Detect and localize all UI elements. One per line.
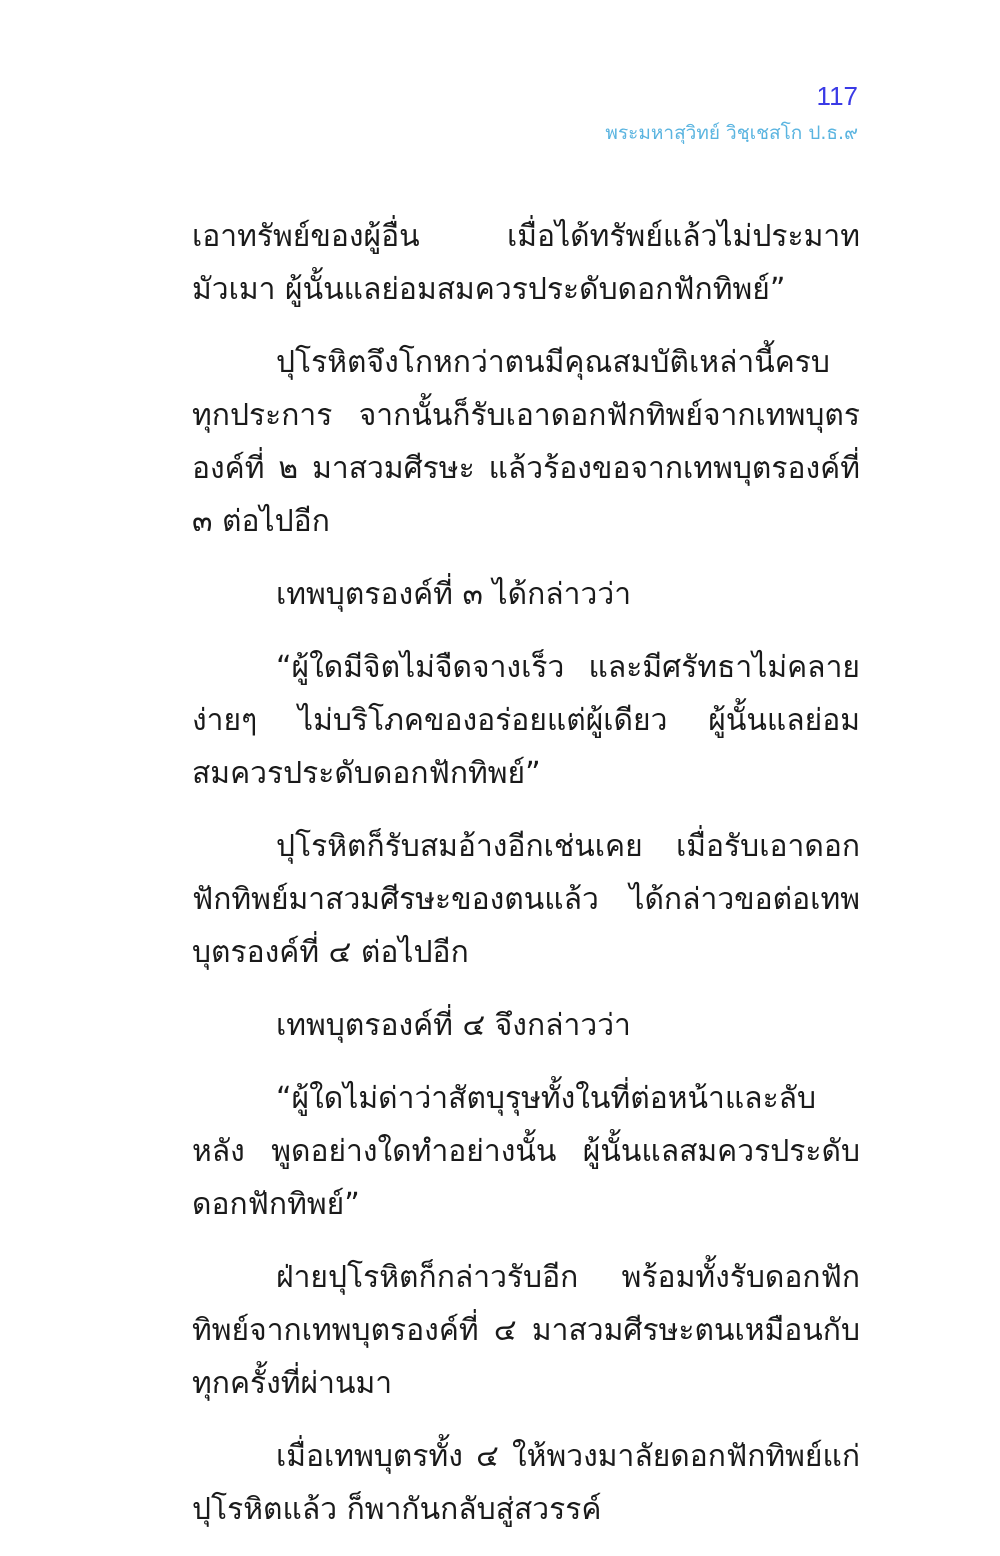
running-title: พระมหาสุวิทย์ วิชฺเชสโก ป.ธ.๙: [605, 122, 858, 144]
paragraph-quote: “ผู้ใดไม่ด่าว่าสัตบุรุษทั้งในที่ต่อหน้าและลับหลัง พูดอย่างใดทำอย่างนั้น ผู้นั้นแลสมควรประดับดอกฟักทิพย์”: [192, 1081, 860, 1222]
paragraph: ปุโรหิตก็รับสมอ้างอีกเช่นเคย เมื่อรับเอาดอกฟักทิพย์มาสวมศีรษะของตนแล้ว ได้กล่าวขอต่อเทพบุตรองค์ที่ ๔ ต่อไปอีก: [192, 829, 860, 970]
page-header: [605, 78, 858, 148]
paragraph: เมื่อเทพบุตรทั้ง ๔ ให้พวงมาลัยดอกฟักทิพย์แก่ปุโรหิตแล้ว ก็พากันกลับสู่สวรรค์: [192, 1439, 860, 1527]
page-number: 117: [816, 81, 858, 111]
paragraph: ฝ่ายปุโรหิตก็กล่าวรับอีก พร้อมทั้งรับดอกฟักทิพย์จากเทพบุตรองค์ที่ ๔ มาสวมศีรษะตนเหมือนกับทุกครั้งที่ผ่านมา: [192, 1260, 860, 1401]
paragraph-continuation: เอาทรัพย์ของผู้อื่น เมื่อได้ทรัพย์แล้วไม่ประมาทมัวเมา ผู้นั้นแลย่อมสมควรประดับดอกฟักทิพย์”: [192, 219, 860, 307]
page-body: [192, 210, 860, 1556]
paragraph: ปุโรหิตจึงโกหกว่าตนมีคุณสมบัติเหล่านี้ครบทุกประการ จากนั้นก็รับเอาดอกฟักทิพย์จากเทพบุตรองค์ที่ ๒ มาสวมศีรษะ แล้วร้องขอจากเทพบุตรองค์ที่ ๓ ต่อไปอีก: [192, 345, 860, 539]
paragraph: เทพบุตรองค์ที่ ๓ ได้กล่าวว่า: [276, 577, 632, 612]
paragraph: เทพบุตรองค์ที่ ๔ จึงกล่าวว่า: [276, 1008, 631, 1043]
paragraph-quote: “ผู้ใดมีจิตไม่จืดจางเร็ว และมีศรัทธาไม่คลายง่ายๆ ไม่บริโภคของอร่อยแต่ผู้เดียว ผู้นั้นแลย่อมสมควรประดับดอกฟักทิพย์”: [192, 650, 860, 791]
